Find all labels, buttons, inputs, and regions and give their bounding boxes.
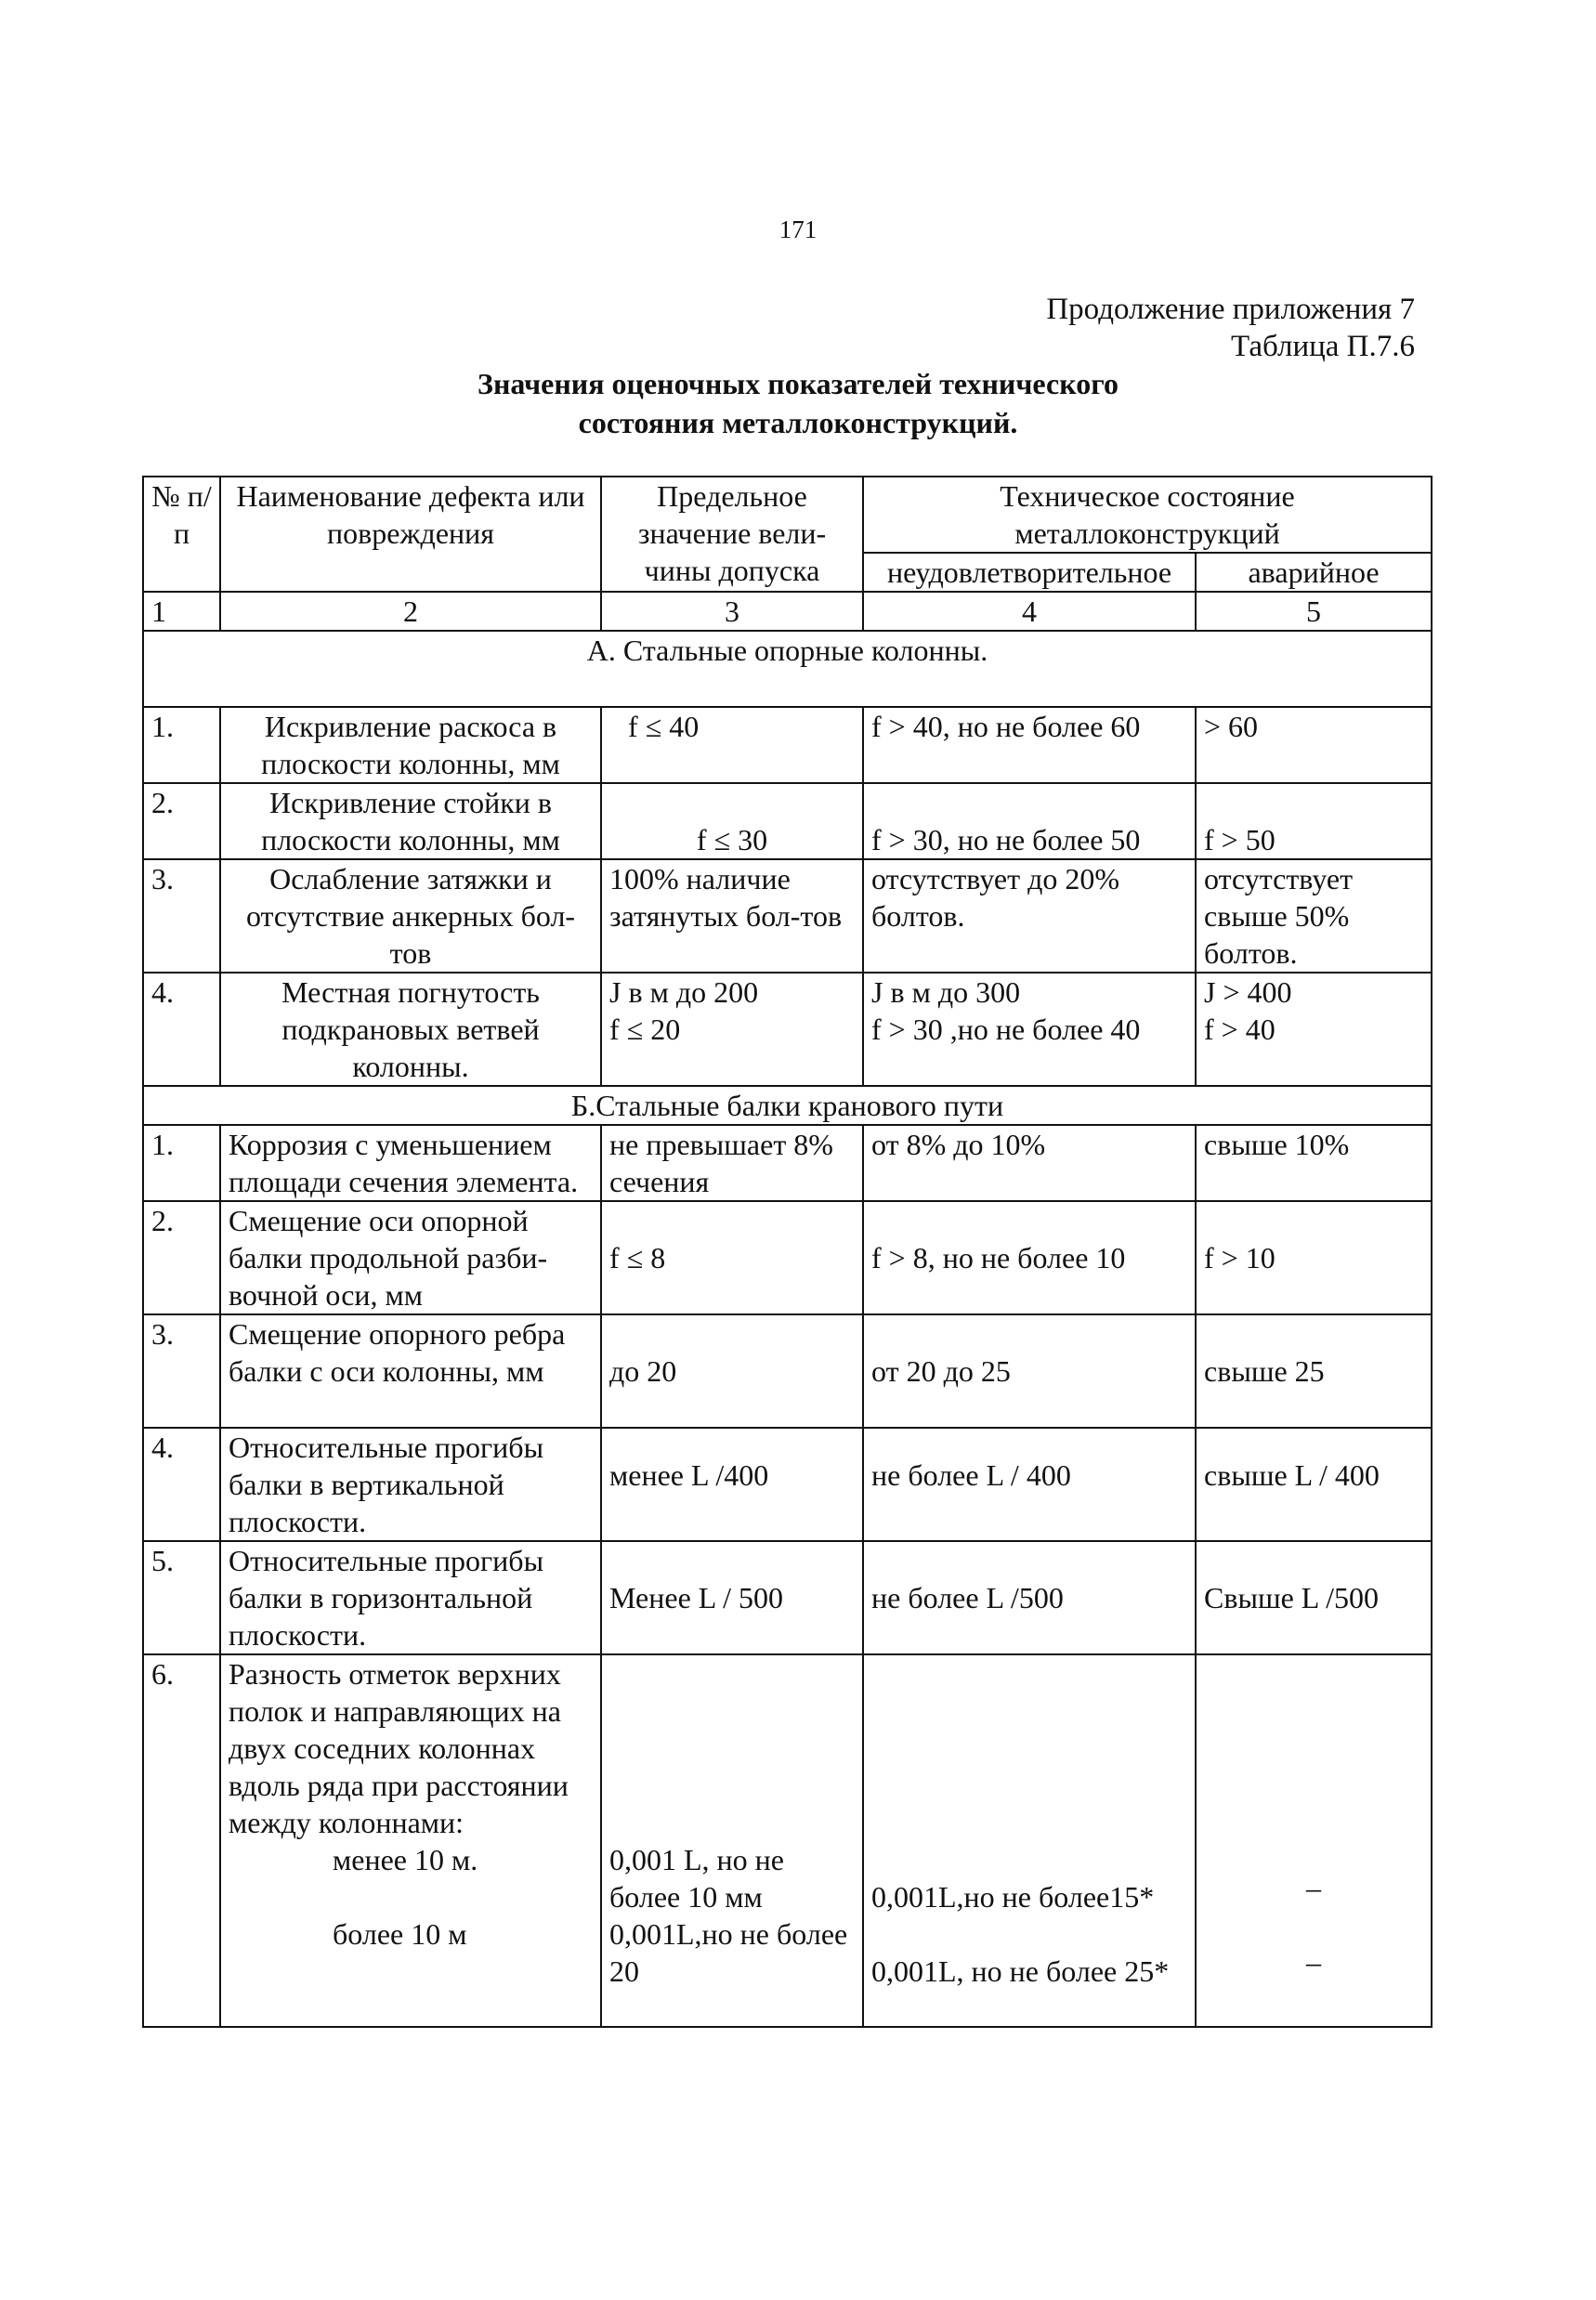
defect-name: Смещение опорного ребра балки с оси колонны, мм (220, 1314, 601, 1428)
defect-name (220, 1654, 601, 2027)
unsatisfactory-value (863, 973, 1196, 1086)
unsatisfactory-line: 0,001L, но не более 25* (871, 1954, 1170, 1988)
header-unsatisfactory: неудовлетворительное (863, 553, 1196, 592)
emergency-value: f > 50 (1196, 783, 1432, 859)
section-a-title: А. Стальные опорные колонны. (143, 631, 1432, 707)
column-number: 3 (601, 592, 863, 631)
unsatisfactory-value: не более L /500 (863, 1541, 1196, 1654)
table-row (143, 707, 1432, 783)
table-number: Таблица П.7.6 (1231, 330, 1415, 363)
unsatisfactory-line: f > 30 ,но не более 40 (871, 1013, 1141, 1046)
table-row (143, 1314, 1432, 1428)
defect-name-text: Разность отметок верхних полок и направляющих на двух соседних колоннах вдоль ряда при расстоянии между колоннами: (229, 1657, 569, 1839)
unsatisfactory-line: J в м до 300 (871, 975, 1021, 1009)
emergency-value (1196, 973, 1432, 1086)
column-number: 2 (220, 592, 601, 631)
limit-line: J в м до 200 (609, 975, 759, 1009)
header-limit: Предельное значение вели-чины допуска (601, 477, 863, 592)
emergency-value: > 60 (1196, 707, 1432, 783)
defect-name: Искривление стойки в плоскости колонны, мм (220, 783, 601, 859)
unsatisfactory-value (863, 1654, 1196, 2027)
defect-name: Искривление раскоса в плоскости колонны, мм (220, 707, 601, 783)
section-b-title: Б.Стальные балки кранового пути (143, 1086, 1432, 1125)
row-number: 2. (143, 1201, 220, 1314)
sub-condition: более 10 м (333, 1917, 467, 1951)
limit-value (601, 973, 863, 1086)
unsatisfactory-value: не более L / 400 (863, 1428, 1196, 1541)
limit-line: f ≤ 20 (609, 1013, 681, 1046)
column-number-row (143, 592, 1432, 631)
defect-name: Коррозия с уменьшением площади сечения элемента. (220, 1125, 601, 1201)
row-number: 1. (143, 707, 220, 783)
table-row (143, 1654, 1432, 2027)
limit-value: до 20 (601, 1314, 863, 1428)
defect-name: Смещение оси опорной балки продольной разби-вочной оси, мм (220, 1201, 601, 1314)
table-row (143, 1541, 1432, 1654)
table-title: Значения оценочных показателей технического состояния металлоконструкций. (477, 367, 1119, 439)
page-number: 171 (778, 216, 818, 243)
table-row (143, 1125, 1432, 1201)
defect-name: Относительные прогибы балки в горизонтальной плоскости. (220, 1541, 601, 1654)
limit-value: Менее L / 500 (601, 1541, 863, 1654)
defect-name: Ослабление затяжки и отсутствие анкерных бол-тов (220, 859, 601, 973)
row-number: 3. (143, 1314, 220, 1428)
unsatisfactory-value: от 8% до 10% (863, 1125, 1196, 1201)
unsatisfactory-value: отсутствует до 20% болтов. (863, 859, 1196, 973)
unsatisfactory-value: f > 40, но не более 60 (863, 707, 1196, 783)
header-row (143, 477, 1432, 553)
emergency-value: Свыше L /500 (1196, 1541, 1432, 1654)
emergency-value: свыше 25 (1196, 1314, 1432, 1428)
section-b-header (143, 1086, 1432, 1125)
row-number: 2. (143, 783, 220, 859)
limit-value (601, 1654, 863, 2027)
limit-value: f ≤ 8 (601, 1201, 863, 1314)
limit-value: менее L /400 (601, 1428, 863, 1541)
unsatisfactory-line: 0,001L,но не более15* (871, 1880, 1155, 1914)
row-number: 4. (143, 1428, 220, 1541)
column-number: 4 (863, 592, 1196, 631)
limit-value: f ≤ 40 (601, 707, 863, 783)
limit-line: 0,001L,но не более 20 (609, 1917, 848, 1988)
assessment-table (142, 476, 1432, 2028)
row-number: 1. (143, 1125, 220, 1201)
header-name: Наименование дефекта или повреждения (220, 477, 601, 592)
unsatisfactory-value: от 20 до 25 (863, 1314, 1196, 1428)
emergency-line: – (1306, 1871, 1321, 1904)
defect-name: Местная погнутость подкрановых ветвей колонны. (220, 973, 601, 1086)
table-row (143, 973, 1432, 1086)
column-number: 1 (143, 592, 220, 631)
limit-value: f ≤ 30 (601, 783, 863, 859)
emergency-value: свыше L / 400 (1196, 1428, 1432, 1541)
table-row (143, 783, 1432, 859)
defect-name: Относительные прогибы балки в вертикальной плоскости. (220, 1428, 601, 1541)
emergency-value (1196, 1654, 1432, 2027)
sub-condition: менее 10 м. (333, 1843, 478, 1876)
section-a-header (143, 631, 1432, 707)
emergency-value: f > 10 (1196, 1201, 1432, 1314)
limit-value: не превышает 8% сечения (601, 1125, 863, 1201)
limit-value: 100% наличие затянутых бол-тов (601, 859, 863, 973)
unsatisfactory-value: f > 8, но не более 10 (863, 1201, 1196, 1314)
row-number: 5. (143, 1541, 220, 1654)
emergency-line: – (1306, 1945, 1321, 1979)
appendix-continuation: Продолжение приложения 7 (1046, 293, 1415, 326)
unsatisfactory-value: f > 30, но не более 50 (863, 783, 1196, 859)
column-number: 5 (1196, 592, 1432, 631)
limit-line: 0,001 L, но не более 10 мм (609, 1843, 784, 1914)
row-number: 4. (143, 973, 220, 1086)
row-number: 3. (143, 859, 220, 973)
emergency-line: J > 400 (1204, 975, 1292, 1009)
emergency-value: свыше 10% (1196, 1125, 1432, 1201)
table-row (143, 859, 1432, 973)
header-emergency: аварийное (1196, 553, 1432, 592)
header-num: № п/п (143, 477, 220, 592)
table-row (143, 1428, 1432, 1541)
emergency-value: отсутствует свыше 50% болтов. (1196, 859, 1432, 973)
emergency-line: f > 40 (1204, 1013, 1275, 1046)
table-row (143, 1201, 1432, 1314)
header-state: Техническое состояние металлоконструкций (863, 477, 1432, 553)
row-number: 6. (143, 1654, 220, 2027)
